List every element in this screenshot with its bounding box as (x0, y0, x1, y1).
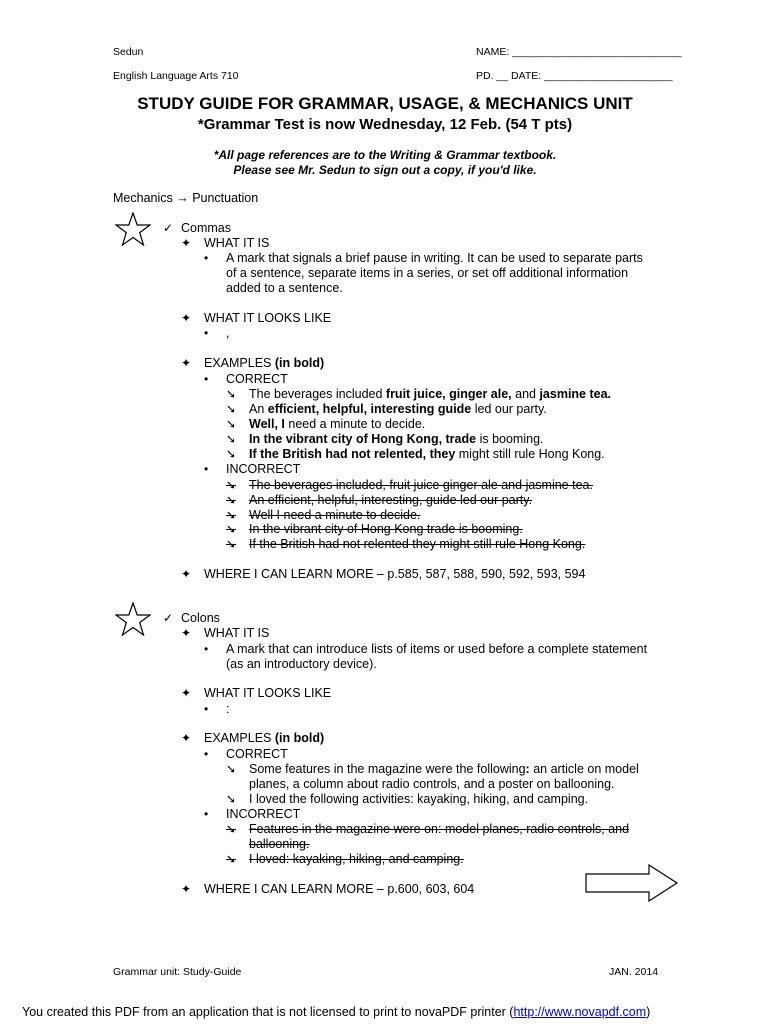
four-point-star-bullet-icon: ✦ (181, 731, 192, 745)
commas-heading: Commas (181, 221, 232, 235)
commas-what-label: WHAT IT IS (204, 236, 270, 250)
colons-examples-label: EXAMPLES (in bold) (204, 731, 325, 745)
commas-definition: A mark that signals a brief pause in writing. It can be used to separate parts of a sentence, separate items in a series, or set off additional information added to a sentence. (226, 251, 643, 295)
four-point-star-bullet-icon: ✦ (181, 567, 192, 581)
colons-correct-label: CORRECT (226, 747, 288, 761)
novapdf-link[interactable]: http://www.novapdf.com (513, 1005, 647, 1019)
page-subtitle: *Grammar Test is now Wednesday, 12 Feb. (54 T pts) (197, 116, 573, 133)
colons-heading: Colons (181, 611, 220, 625)
commas-correct-example: In the vibrant city of Hong Kong, trade is booming. (249, 432, 544, 446)
commas-incorrect-example: If the British had not relented they might still rule Hong Kong. (249, 537, 586, 551)
curved-arrow-bullet-icon: ➘ (226, 508, 237, 522)
bullet-icon: • (204, 702, 209, 716)
footer-right: JAN. 2014 (609, 966, 659, 978)
colons-correct-example: I loved the following activities: kayaking, hiking, and camping. (249, 792, 589, 806)
note-line-2: Please see Mr. Sedun to sign out a copy, if you'd like. (233, 163, 537, 177)
colons-learn-more: WHERE I CAN LEARN MORE – p.600, 603, 604 (204, 882, 475, 896)
commas-looks-label: WHAT IT LOOKS LIKE (204, 311, 332, 325)
curved-arrow-bullet-icon: ➘ (226, 822, 237, 836)
commas-incorrect-example: Well I need a minute to decide. (249, 508, 421, 522)
commas-examples-label: EXAMPLES (in bold) (204, 356, 325, 370)
commas-looks-value: , (226, 326, 230, 340)
colons-incorrect-example: I loved: kayaking, hiking, and camping. (249, 852, 464, 866)
commas-correct-label: CORRECT (226, 372, 288, 386)
period-date-label: PD. __ DATE: ______________________ (476, 70, 673, 82)
colons-incorrect-example: Features in the magazine were on: model planes, radio controls, and ballooning. (249, 822, 630, 851)
colons-correct-example: Some features in the magazine were the following: an article on model planes, a column about radio controls, and a poster on ballooning. (249, 762, 639, 791)
colons-incorrect-label: INCORRECT (226, 807, 301, 821)
curved-arrow-bullet-icon: ➘ (226, 792, 237, 806)
four-point-star-bullet-icon: ✦ (181, 311, 192, 325)
commas-incorrect-label: INCORRECT (226, 462, 301, 476)
four-point-star-bullet-icon: ✦ (181, 356, 192, 370)
checkmark-icon: ✓ (163, 221, 174, 235)
note-line-1: *All page references are to the Writing & Grammar textbook. (213, 148, 557, 162)
curved-arrow-bullet-icon: ➘ (226, 522, 237, 536)
course-name: English Language Arts 710 (113, 70, 239, 82)
bullet-icon: • (204, 326, 209, 340)
commas-incorrect-example: An efficient, helpful, interesting, guide led our party. (249, 493, 533, 507)
commas-learn-more: WHERE I CAN LEARN MORE – p.585, 587, 588, 590, 592, 593, 594 (204, 567, 586, 581)
bullet-icon: • (204, 747, 209, 761)
curved-arrow-bullet-icon: ➘ (226, 402, 237, 416)
footer-left: Grammar unit: Study-Guide (113, 966, 242, 978)
four-point-star-bullet-icon: ✦ (181, 626, 192, 640)
colons-what-label: WHAT IT IS (204, 626, 270, 640)
colons-definition: A mark that can introduce lists of items or used before a complete statement (as an introductory device). (226, 642, 648, 671)
colons-looks-label: WHAT IT LOOKS LIKE (204, 686, 332, 700)
curved-arrow-bullet-icon: ➘ (226, 493, 237, 507)
bullet-icon: • (204, 807, 209, 821)
curved-arrow-bullet-icon: ➘ (226, 387, 237, 401)
bullet-icon: • (204, 372, 209, 386)
section-heading: Mechanics → Punctuation (113, 191, 259, 205)
four-point-star-bullet-icon: ✦ (181, 882, 192, 896)
curved-arrow-bullet-icon: ➘ (226, 762, 237, 776)
curved-arrow-bullet-icon: ➘ (226, 537, 237, 551)
teacher-name: Sedun (113, 46, 144, 58)
page-title: STUDY GUIDE FOR GRAMMAR, USAGE, & MECHANICS UNIT (137, 94, 633, 113)
right-arrow-icon (585, 864, 679, 902)
bullet-icon: • (204, 251, 209, 265)
bullet-icon: • (204, 642, 209, 656)
commas-correct-example: The beverages included fruit juice, ginger ale, and jasmine tea. (249, 387, 612, 401)
bullet-icon: • (204, 462, 209, 476)
star-icon (115, 212, 151, 246)
checkmark-icon: ✓ (163, 611, 174, 625)
commas-correct-example: If the British had not relented, they might still rule Hong Kong. (249, 447, 605, 461)
curved-arrow-bullet-icon: ➘ (226, 852, 237, 866)
commas-incorrect-example: In the vibrant city of Hong Kong trade is booming. (249, 522, 523, 536)
four-point-star-bullet-icon: ✦ (181, 686, 192, 700)
license-banner: You created this PDF from an application that is not licensed to print to novaPDF printer (http://www.novapdf.com) (22, 1005, 651, 1019)
star-icon (115, 602, 151, 636)
curved-arrow-bullet-icon: ➘ (226, 447, 237, 461)
curved-arrow-bullet-icon: ➘ (226, 478, 237, 492)
commas-incorrect-example: The beverages included, fruit juice ginger ale and jasmine tea. (249, 478, 593, 492)
commas-correct-example: An efficient, helpful, interesting guide led our party. (249, 402, 547, 416)
curved-arrow-bullet-icon: ➘ (226, 417, 237, 431)
four-point-star-bullet-icon: ✦ (181, 236, 192, 250)
commas-correct-example: Well, I need a minute to decide. (249, 417, 426, 431)
curved-arrow-bullet-icon: ➘ (226, 432, 237, 446)
colons-looks-value: : (226, 702, 230, 716)
name-field-label: NAME: _____________________________ (476, 46, 682, 58)
